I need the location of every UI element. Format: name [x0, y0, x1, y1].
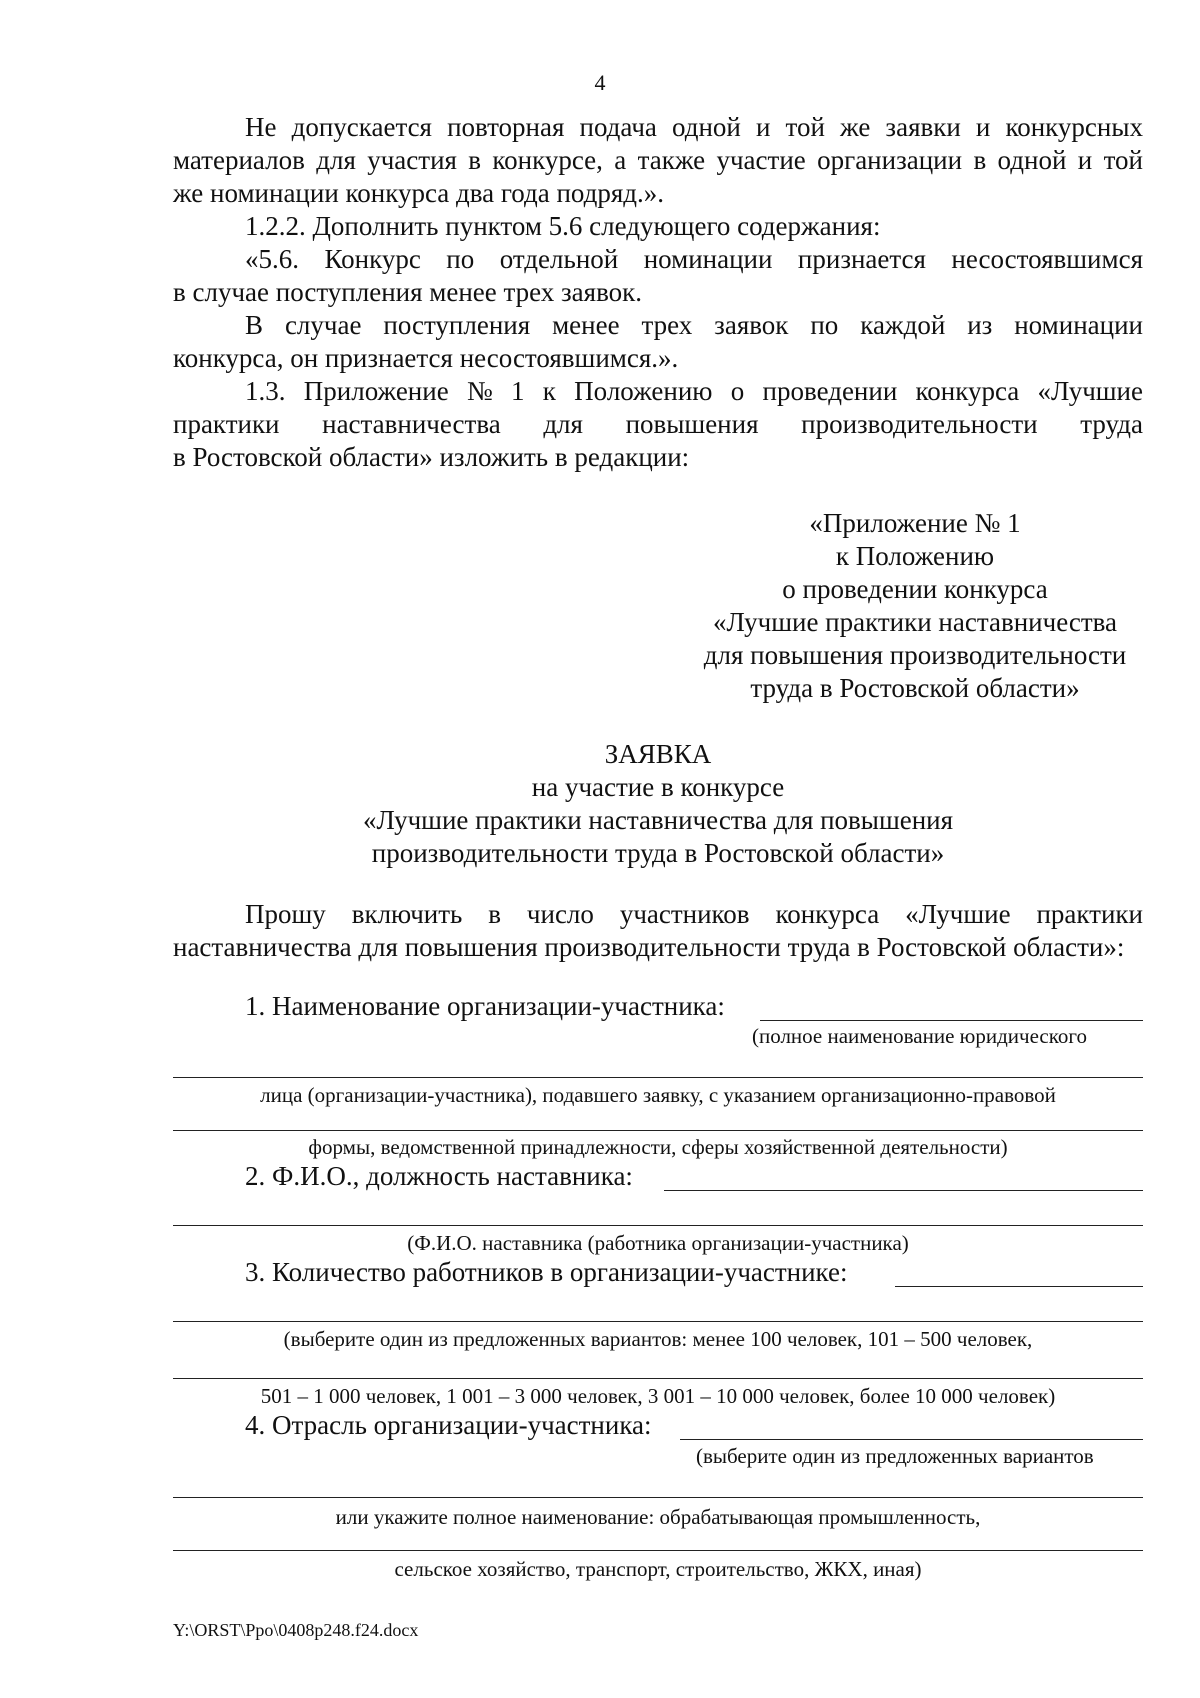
field1-label: 1. Наименование организации-участника: [245, 991, 725, 1021]
page-number: 4 [594, 70, 606, 95]
field4-input-line[interactable] [680, 1439, 1143, 1440]
request-line1: Прошу включить в число участников конкурса «Лучшие практики [245, 899, 1143, 929]
para-5-6-line2: в случае поступления менее трех заявок. [173, 277, 643, 307]
field4-hint2: или укажите полное наименование: обрабатывающая промышленность, [335, 1505, 981, 1529]
field1-input-line3[interactable] [173, 1130, 1143, 1131]
field3-input-line[interactable] [895, 1286, 1143, 1287]
field2-label: 2. Ф.И.О., должность наставника: [245, 1161, 633, 1191]
field4-hint1: (выберите один из предложенных вариантов [696, 1444, 1094, 1468]
para1-line2: материалов для участия в конкурсе, а также участие организации в одной и той [173, 145, 1143, 175]
item-1-3-line3: в Ростовской области» изложить в редакции: [173, 442, 690, 472]
field1-input-line[interactable] [760, 1020, 1143, 1021]
appendix-line1: «Приложение № 1 [809, 508, 1021, 538]
field1-hint2: лица (организации-участника), подавшего заявку, с указанием организационно-правовой [260, 1083, 1056, 1107]
para-5-6-line1: «5.6. Конкурс по отдельной номинации признается несостоявшимся [245, 244, 1143, 274]
para1-line3: же номинации конкурса два года подряд.». [173, 178, 665, 208]
form-title: ЗАЯВКА [604, 739, 712, 769]
item-1-3-line2: практики наставничества для повышения производительности труда [173, 409, 1143, 439]
field4-hint3: сельское хозяйство, транспорт, строительство, ЖКХ, иная) [394, 1557, 922, 1581]
para-case-line1: В случае поступления менее трех заявок по каждой из номинации [245, 310, 1143, 340]
field2-input-line2[interactable] [173, 1225, 1143, 1226]
request-line2: наставничества для повышения производительности труда в Ростовской области»: [173, 932, 1125, 962]
field1-input-line2[interactable] [173, 1077, 1143, 1078]
appendix-line5: для повышения производительности [703, 640, 1127, 670]
form-subtitle-line1: на участие в конкурсе [531, 772, 785, 802]
appendix-line3: о проведении конкурса [782, 574, 1048, 604]
field3-hint2: 501 – 1 000 человек, 1 001 – 3 000 человек, 3 001 – 10 000 человек, более 10 000 человек) [260, 1384, 1056, 1408]
form-subtitle-line2: «Лучшие практики наставничества для повышения [362, 805, 954, 835]
field2-hint1: (Ф.И.О. наставника (работника организации-участника) [407, 1231, 909, 1255]
field4-input-line3[interactable] [173, 1550, 1143, 1551]
para1-line1: Не допускается повторная подача одной и той же заявки и конкурсных [245, 112, 1143, 142]
appendix-line6: труда в Ростовской области» [750, 673, 1080, 703]
item-1-3-line1: 1.3. Приложение № 1 к Положению о проведении конкурса «Лучшие [245, 376, 1143, 406]
field3-input-line3[interactable] [173, 1378, 1143, 1379]
appendix-line4: «Лучшие практики наставничества [712, 607, 1118, 637]
item-1-2-2: 1.2.2. Дополнить пунктом 5.6 следующего содержания: [245, 211, 881, 241]
para-case-line2: конкурса, он признается несостоявшимся.». [173, 343, 679, 373]
field3-label: 3. Количество работников в организации-участнике: [245, 1257, 848, 1287]
form-subtitle-line3: производительности труда в Ростовской области» [371, 838, 945, 868]
field4-label: 4. Отрасль организации-участника: [245, 1410, 652, 1440]
field4-input-line2[interactable] [173, 1497, 1143, 1498]
field1-hint1: (полное наименование юридического [752, 1024, 1087, 1048]
field3-input-line2[interactable] [173, 1321, 1143, 1322]
field2-input-line[interactable] [664, 1190, 1143, 1191]
appendix-line2: к Положению [835, 541, 995, 571]
footer-file-path: Y:\ORST\Ppo\0408p248.f24.docx [173, 1620, 419, 1640]
field3-hint1: (выберите один из предложенных вариантов: менее 100 человек, 101 – 500 человек, [283, 1327, 1033, 1351]
field1-hint3: формы, ведомственной принадлежности, сферы хозяйственной деятельности) [308, 1135, 1008, 1159]
